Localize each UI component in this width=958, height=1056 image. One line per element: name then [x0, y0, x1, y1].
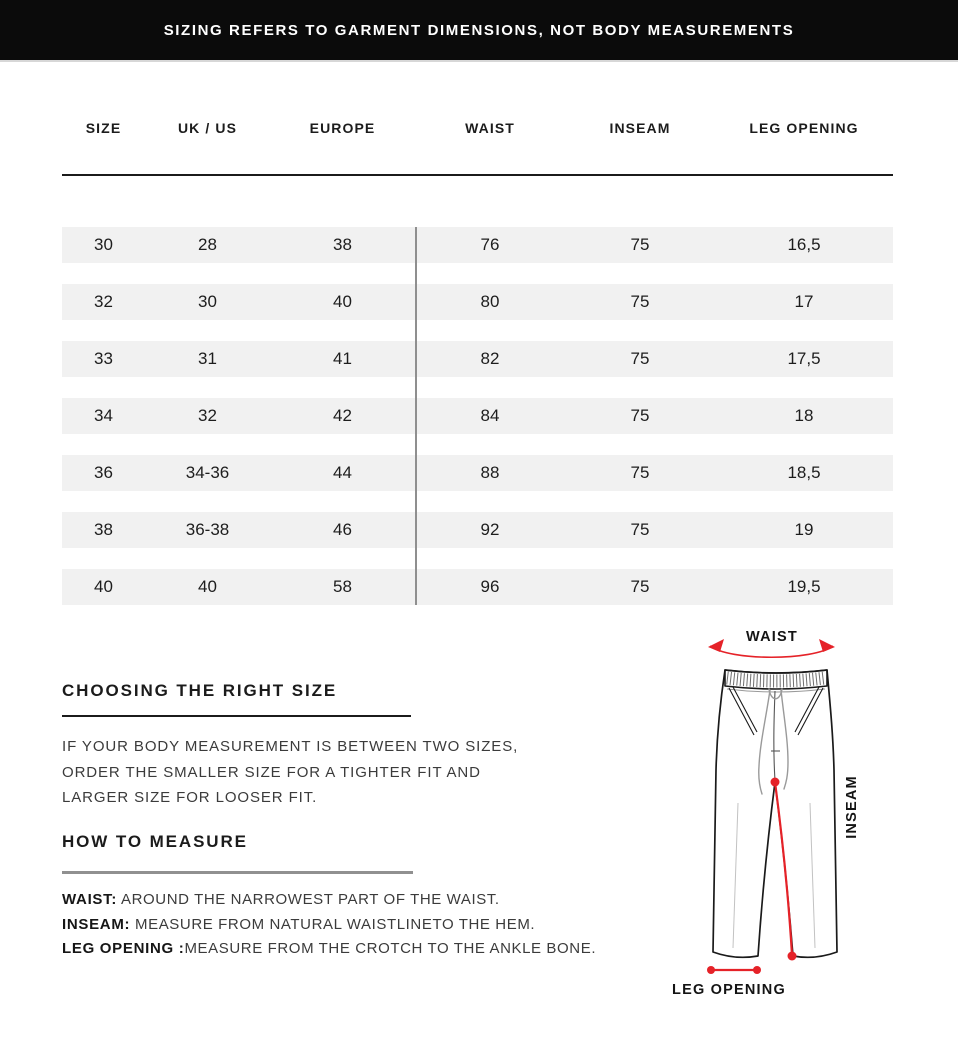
- size-table: [62, 112, 893, 596]
- cell-europe: 46: [333, 520, 352, 539]
- leg-opening-dot-right: [753, 966, 761, 974]
- cell-europe: 40: [333, 292, 352, 311]
- cell-inseam: 75: [630, 406, 650, 425]
- header-rule: [62, 174, 893, 176]
- choosing-size-section: [62, 681, 622, 811]
- cell-waist: 82: [480, 349, 500, 368]
- pants-outline: [713, 670, 837, 957]
- diagram-leg-opening-label: LEG OPENING: [672, 982, 786, 998]
- measure-item-desc: MEASURE FROM NATURAL WAISTLINETO THE HEM.: [130, 915, 536, 933]
- measure-item-label: INSEAM:: [62, 915, 131, 933]
- banner-text: SIZING REFERS TO GARMENT DIMENSIONS, NOT BODY MEASUREMENTS: [163, 21, 795, 39]
- cell-waist: 76: [480, 235, 500, 254]
- cell-size: 34: [94, 406, 113, 425]
- table-row: [62, 398, 893, 434]
- inseam-dot-top: [771, 778, 780, 787]
- cell-inseam: 75: [630, 463, 650, 482]
- column-header-leg-opening: LEG OPENING: [749, 120, 859, 136]
- cell-size: 30: [94, 235, 113, 254]
- cell-europe: 41: [333, 349, 352, 368]
- diagram-waist-label: WAIST: [746, 629, 798, 645]
- heading-underline: [62, 871, 413, 874]
- cell-size: 40: [94, 577, 113, 596]
- measure-item-inseam: [62, 913, 682, 938]
- cell-uk-us: 32: [198, 406, 217, 425]
- table-row: [62, 227, 893, 263]
- cell-inseam: 75: [630, 520, 650, 539]
- cell-inseam: 75: [630, 235, 650, 254]
- cell-leg-opening: 19,5: [787, 577, 821, 596]
- diagram-inseam-label: INSEAM: [844, 775, 860, 839]
- cell-size: 32: [94, 292, 113, 311]
- choosing-size-line: LARGER SIZE FOR LOOSER FIT.: [62, 789, 318, 806]
- cell-uk-us: 34-36: [185, 463, 230, 482]
- banner: [0, 0, 958, 62]
- measure-item-leg-opening: [62, 937, 682, 962]
- measure-item-desc: AROUND THE NARROWEST PART OF THE WAIST.: [117, 891, 500, 908]
- leg-opening-dot-left: [707, 966, 715, 974]
- table-row: [62, 455, 893, 491]
- column-header-size: SIZE: [85, 120, 122, 136]
- how-to-measure-text: [62, 888, 682, 962]
- cell-size: 33: [94, 349, 113, 368]
- size-table-body: [62, 227, 893, 605]
- cell-uk-us: 28: [198, 235, 217, 254]
- cell-europe: 38: [333, 235, 352, 254]
- heading-underline: [62, 715, 411, 717]
- cell-waist: 84: [480, 406, 500, 425]
- cell-size: 38: [94, 520, 113, 539]
- measure-item-label: LEG OPENING :: [62, 940, 185, 957]
- cell-uk-us: 31: [198, 349, 217, 368]
- cell-uk-us: 30: [198, 292, 217, 311]
- cell-uk-us: 40: [198, 577, 217, 596]
- cell-waist: 92: [480, 520, 500, 539]
- choosing-size-heading: CHOOSING THE RIGHT SIZE: [62, 681, 338, 700]
- cell-leg-opening: 19: [794, 520, 814, 539]
- cell-waist: 96: [480, 577, 500, 596]
- cell-uk-us: 36-38: [185, 520, 230, 539]
- waist-arrow-arc: [710, 646, 833, 657]
- measure-item-label: WAIST:: [62, 891, 118, 908]
- cell-europe: 42: [333, 406, 352, 425]
- measure-item-waist: [62, 888, 682, 913]
- column-divider: [415, 227, 417, 605]
- table-row: [62, 569, 893, 605]
- measure-item-desc: MEASURE FROM THE CROTCH TO THE ANKLE BONE.: [184, 940, 597, 957]
- pants-measurement-diagram: [650, 618, 958, 1010]
- cell-leg-opening: 17,5: [787, 349, 821, 368]
- how-to-measure-section: [62, 832, 682, 962]
- cell-leg-opening: 17: [794, 292, 814, 311]
- cell-leg-opening: 18,5: [787, 463, 821, 482]
- choosing-size-text: [62, 734, 622, 811]
- cell-leg-opening: 18: [794, 406, 814, 425]
- size-table-header-row: [62, 112, 893, 144]
- pants-illustration: [650, 618, 958, 1010]
- cell-inseam: 75: [630, 292, 650, 311]
- column-header-europe: EUROPE: [309, 120, 376, 136]
- cell-waist: 88: [480, 463, 500, 482]
- choosing-size-line: ORDER THE SMALLER SIZE FOR A TIGHTER FIT AND: [62, 763, 481, 781]
- cell-inseam: 75: [630, 349, 650, 368]
- table-row: [62, 512, 893, 548]
- cell-europe: 44: [333, 463, 352, 482]
- table-row: [62, 284, 893, 320]
- cell-europe: 58: [333, 577, 352, 596]
- cell-leg-opening: 16,5: [787, 235, 821, 254]
- column-header-uk-us: UK / US: [177, 120, 238, 136]
- cell-size: 36: [94, 463, 113, 482]
- choosing-size-line: IF YOUR BODY MEASUREMENT IS BETWEEN TWO SIZES,: [62, 738, 519, 755]
- cell-waist: 80: [480, 292, 500, 311]
- table-row: [62, 341, 893, 377]
- column-header-inseam: INSEAM: [609, 120, 671, 136]
- column-header-waist: WAIST: [465, 120, 515, 136]
- cell-inseam: 75: [630, 577, 650, 596]
- how-to-measure-heading: HOW TO MEASURE: [62, 832, 248, 851]
- inseam-dot-bottom: [788, 952, 797, 961]
